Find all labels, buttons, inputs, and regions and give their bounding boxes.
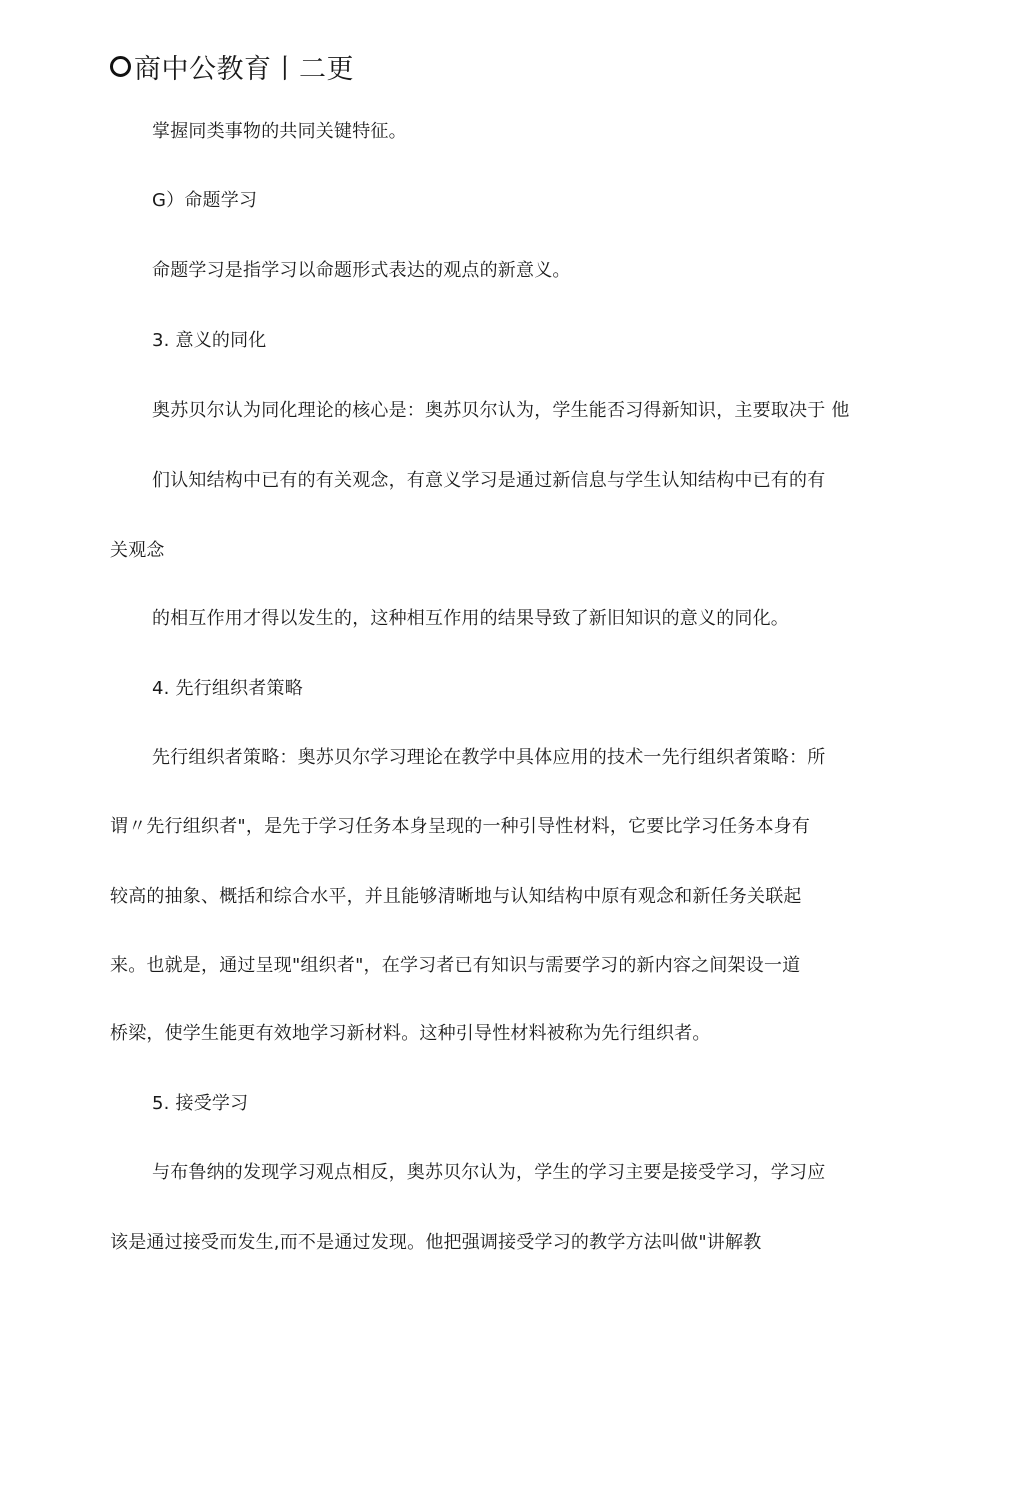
section-heading: G）命题学习 (152, 190, 258, 211)
paragraph-line: 与布鲁纳的发现学习观点相反，奥苏贝尔认为，学生的学习主要是接受学习，学习应 (152, 1162, 826, 1183)
paragraph-line: 命题学习是指学习以命题形式表达的观点的新意义。 (152, 260, 571, 281)
logo-circle-icon (110, 56, 131, 77)
paragraph-line: 先行组织者策略：奥苏贝尔学习理论在教学中具体应用的技术一先行组织者策略：所 (152, 747, 826, 768)
section-heading: 5. 接受学习 (152, 1093, 249, 1114)
paragraph-line: 该是通过接受而发生,而不是通过发现。他把强调接受学习的教学方法叫做"讲解教 (110, 1232, 762, 1253)
paragraph-line: 谓〃先行组织者"，是先于学习任务本身呈现的一种引导性材料，它要比学习任务本身有 (110, 816, 811, 837)
paragraph-line: 桥梁，使学生能更有效地学习新材料。这种引导性材料被称为先行组织者。 (110, 1023, 711, 1044)
paragraph-line: 关观念 (110, 540, 165, 561)
paragraph-line: 奥苏贝尔认为同化理论的核心是：奥苏贝尔认为，学生能否习得新知识，主要取决于 他 (152, 400, 850, 421)
header-title: 商中公教育丨二更 (134, 53, 354, 85)
section-heading: 4. 先行组织者策略 (152, 678, 303, 699)
document-header (110, 46, 354, 86)
section-heading: 3. 意义的同化 (152, 330, 267, 351)
paragraph-line: 较高的抽象、概括和综合水平，并且能够清晰地与认知结构中原有观念和新任务关联起 (110, 886, 802, 907)
paragraph-line: 来。也就是，通过呈现"组织者"，在学习者已有知识与需要学习的新内容之间架设一道 (110, 955, 801, 976)
paragraph-line: 的相互作用才得以发生的，这种相互作用的结果导致了新旧知识的意义的同化。 (152, 608, 789, 629)
paragraph-line: 们认知结构中已有的有关观念，有意义学习是通过新信息与学生认知结构中已有的有 (152, 470, 826, 491)
paragraph-line: 掌握同类事物的共同关键特征。 (152, 121, 407, 142)
